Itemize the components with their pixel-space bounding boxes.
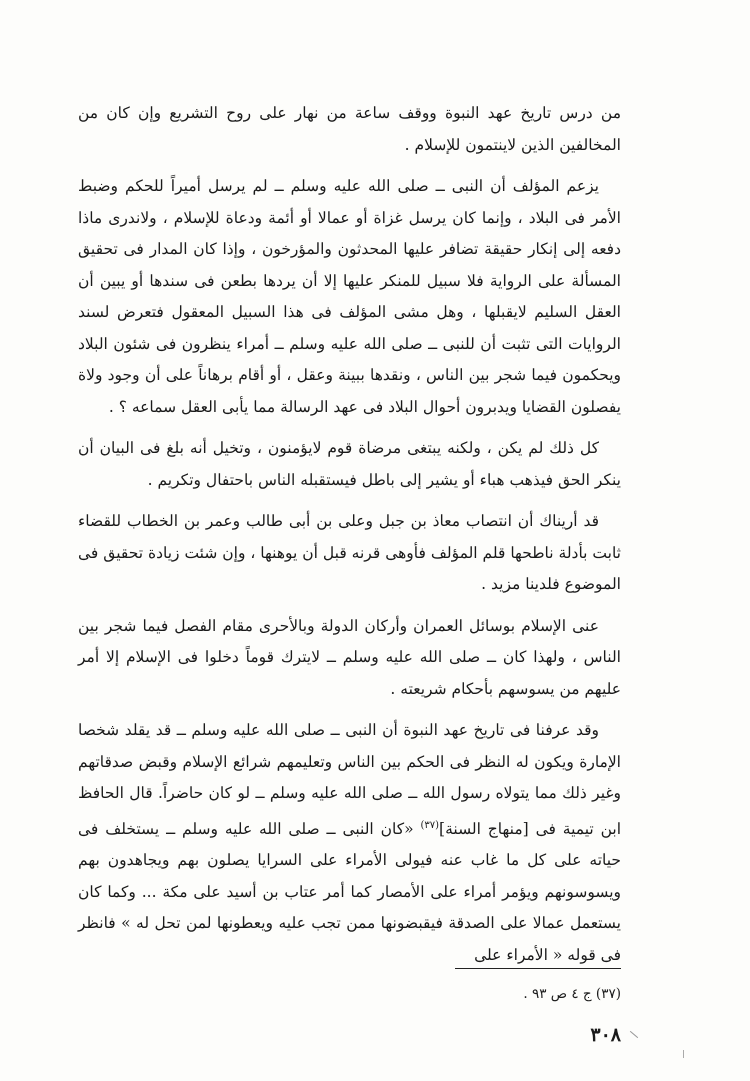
footnote-divider	[455, 968, 621, 969]
scan-mark	[630, 1031, 638, 1038]
footnote-reference[interactable]: (٣٧)	[420, 819, 440, 831]
paragraph	[78, 715, 621, 971]
scan-mark	[683, 1050, 684, 1058]
paragraph: يزعم المؤلف أن النبى ــ صلى الله عليه وسلم ــ لم يرسل أميراً للحكم وضبط الأمر فى البلاد ، وإنما كان يرسل غزاة أو عمالا أو أئمة ودعاة للإسلام ، ولاندرى ماذا دفعه إلى إنكار حقيقة تضافر عليها المحدثون والمؤرخون ، وإذا كان المدار فى تحقيق المسألة على الرواية فلا سبيل للمنكر عليها إلا أن يردها بطعن فى سندها أو يبين أن العقل السليم لايقبلها ، وهل مشى المؤلف فى هذا السبيل المعقول فتعرض لسند الروايات التى تثبت أن للنبى ــ صلى الله عليه وسلم ــ أمراء ينظرون فى شئون البلاد ويحكمون فيما شجر بين الناس ، ونقدها ببينة وعقل ، أو أقام برهاناً على أن وجود ولاة يفصلون القضايا ويدبرون أحوال البلاد فى عهد الرسالة مما يأبى العقل سماعه ؟ .	[78, 177, 621, 416]
footnote: (٣٧) ج ٤ ص ٩٣ .	[523, 986, 621, 1002]
paragraph-text: وقد عرفنا فى تاريخ عهد النبوة أن النبى ــ صلى الله عليه وسلم ــ قد يقلد شخصا الإمارة ويكون له النظر فى الحكم بين الناس وتعليمهم شرائع الإسلام وقبض صدقاتهم وغير ذلك مما يتولاه رسول الله ــ صلى الله عليه وسلم ــ لو كان حاضراً. قال الحافظ ابن تيمية فى [منهاج السنة]	[78, 721, 621, 838]
page-number: ٣٠٨	[590, 1024, 621, 1046]
body-text	[78, 98, 621, 981]
paragraph: من درس تاريخ عهد النبوة ووقف ساعة من نهار على روح التشريع وإن كان من المخالفين الذين لاينتمون للإسلام .	[78, 104, 621, 154]
paragraph: كل ذلك لم يكن ، ولكنه يبتغى مرضاة قوم لايؤمنون ، وتخيل أنه بلغ فى البيان أن ينكر الحق فيذهب هباء أو يشير إلى باطل فيستقبله الناس باحتفال وتكريم .	[78, 439, 621, 489]
paragraph: قد أريناك أن انتصاب معاذ بن جبل وعلى بن أبى طالب وعمر بن الخطاب للقضاء ثابت بأدلة ناطحها قلم المؤلف فأوهى قرنه قبل أن يوهنها ، وإن شئت زيادة تحقيق فى الموضوع فلدينا مزيد .	[78, 512, 621, 593]
quotation-text: «كان النبى ــ صلى الله عليه وسلم ــ يستخلف فى حياته على كل ما غاب عنه فيولى الأمراء على السرايا يصلون بهم ويجاهدون بهم ويسوسونهم ويؤمر أمراء على الأمصار كما أمر عتاب بن أسيد على مكة ... وكما كان يستعمل عمالا على الصدقة فيقبضونها ممن تجب عليه ويعطونها لمن تحل له » فانظر فى قوله « الأمراء على	[78, 819, 621, 964]
paragraph: عنى الإسلام بوسائل العمران وأركان الدولة وبالأحرى مقام الفصل فيما شجر بين الناس ، ولهذا كان ــ صلى الله عليه وسلم ــ لايترك قوماً دخلوا فى الإسلام إلا أمر عليهم من يسوسهم بأحكام شريعته .	[78, 616, 621, 698]
